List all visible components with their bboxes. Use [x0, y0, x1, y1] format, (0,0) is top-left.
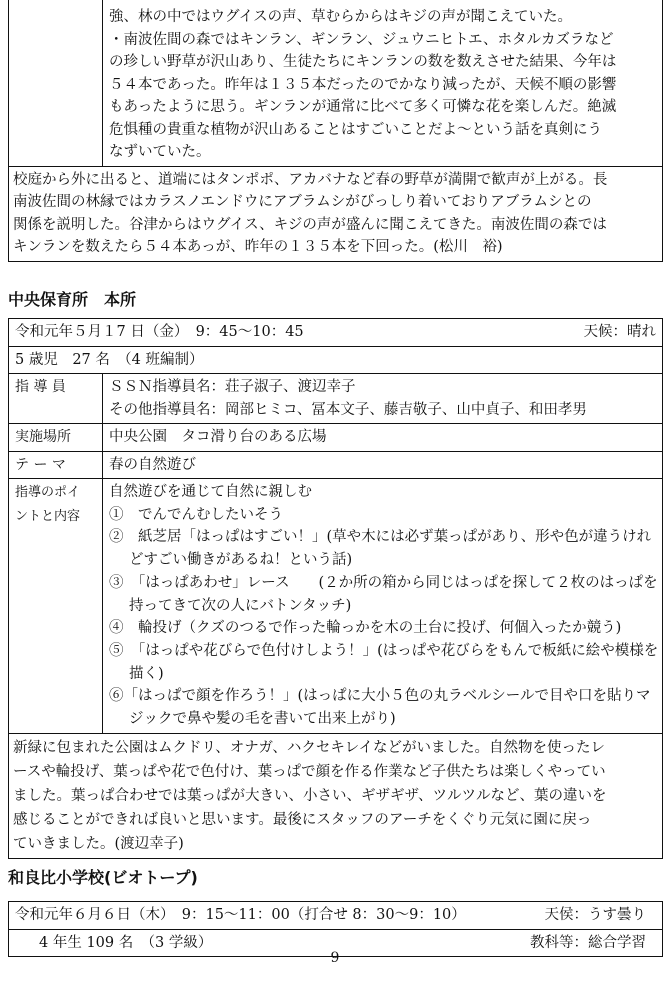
- nursery-summary-cell: [9, 733, 663, 858]
- points-row: [9, 479, 663, 734]
- summary-row: [9, 166, 663, 261]
- points-item: ⑥「はっぱで顔を作ろう！」(はっぱに大小５色の丸ラベルシールで目や口を貼りマジックで鼻や髪の毛を書いて出来上がり): [109, 688, 651, 728]
- nursery-report-table: [8, 318, 663, 859]
- section-heading: 和良比小学校(ビオトープ): [8, 868, 198, 887]
- detail-line: 強、林の中ではウグイスの声、草むらからはキジの声が聞こえていた。: [109, 9, 572, 25]
- school-report-table: [8, 901, 663, 957]
- school-date-cell: [9, 902, 663, 930]
- school-date-time: 令和元年６月６日（木） 9：15～11：00（打合せ 8：30～9：10）: [15, 907, 466, 923]
- participants-row: [9, 346, 663, 374]
- detail-row: [9, 0, 663, 166]
- date-time: 令和元年５月１7 日（金） 9：45～10：45: [15, 324, 304, 340]
- page-number: 9: [330, 950, 340, 966]
- summary-line: 関係を説明した。谷津からはウグイス、キジの声が盛んに聞こえてきた。南波佐間の森では: [13, 216, 607, 233]
- summary-line: ースや輪投げ、葉っぱや花で色付け、葉っぱで顔を作る作業など子供たちは楽しくやってい: [13, 763, 606, 780]
- points-item: ④ 輪投げ（クズのつるで作った輪っかを木の土台に投げ、何個入ったか競う): [109, 620, 622, 637]
- school-date-row: [9, 902, 663, 930]
- nursery-summary-row: [9, 733, 663, 858]
- instructor-line: ＳＳＮ指導員名：荘子淑子、渡辺幸子: [109, 379, 356, 395]
- date-cell: [9, 319, 663, 347]
- points-label-line: ントと内容: [15, 509, 81, 524]
- points-label-line: 指導のポイ: [15, 485, 81, 500]
- school-weather: 天侯：うす曇り: [544, 907, 646, 923]
- place-cell: 中央公園 タコ滑り台のある広場: [103, 424, 663, 452]
- summary-line: キンランを数えたら５４本あっが、昨年の１３５本を下回った。(松川 裕): [13, 239, 503, 255]
- detail-text-cell: [103, 0, 663, 166]
- summary-line: 新緑に包まれた公園はムクドリ、オナガ、ハクセキレイなどがいました。自然物を使ったレ: [13, 739, 606, 756]
- instructor-line: その他指導員名：岡部ヒミコ、冨本文子、藤吉敬子、山中貞子、和田孝男: [109, 401, 587, 418]
- summary-line: 南波佐間の林縁ではカラスノエンドウにアブラムシがびっしり着いておりアブラムシとの: [13, 194, 592, 210]
- points-cell: [103, 479, 663, 734]
- summary-cell: [9, 166, 663, 261]
- detail-line: 危惧種の貴重な植物が沢山あることはすごいことだよ～という話を真剣にう: [109, 121, 602, 138]
- points-intro: 自然遊びを通じて自然に親しむ: [109, 484, 312, 500]
- detail-line: なずいていた。: [109, 144, 211, 160]
- points-item: ① でんでんむしたいそう: [109, 506, 283, 523]
- detail-line: ５４本であった。昨年は１３５本だったのでかなり減ったが、天候不順の影響: [109, 76, 617, 93]
- points-item: ② 紙芝居「はっぱはすごい！」(草や木には必ず葉っぱがあり、形や色が違うけれどすごい働きがあるね！という話): [109, 529, 652, 569]
- place-row: [9, 424, 663, 452]
- theme-row: [9, 451, 663, 479]
- points-item: ⑤ 「はっぱや花びらで色付けしよう！」(はっぱや花びらをもんで板紙に絵や模様を描く): [109, 642, 659, 682]
- summary-line: 感じることができれば良いと思います。最後にスタッフのアーチをくぐり元気に園に戻っ: [13, 811, 592, 828]
- school-participants: 4 年生 109 名 （3 学級）: [39, 934, 213, 951]
- points-label: [9, 479, 103, 734]
- place-label: 実施場所: [9, 424, 103, 452]
- detail-line: の珍しい野草が沢山あり、生徒たちにキンランの数を数えさせた結果、今年は: [109, 54, 617, 70]
- instructor-label: 指 導 員: [9, 374, 103, 424]
- summary-line: 校庭から外に出ると、道端にはタンポポ、アカバナなど春の野草が満開で歓声が上がる。長: [13, 171, 608, 188]
- summary-line: ました。葉っぱ合わせでは葉っぱが大きい、小さい、ギザギザ、ツルツルなど、葉の違いを: [13, 787, 607, 804]
- theme-label: テ ー マ: [9, 451, 103, 479]
- section-heading: 中央保育所 本所: [8, 290, 137, 309]
- instructor-cell: [103, 374, 663, 424]
- date-row: [9, 319, 663, 347]
- top-report-table: [8, 0, 663, 262]
- theme-cell: 春の自然遊び: [103, 451, 663, 479]
- instructor-row: [9, 374, 663, 424]
- detail-line: もあったように思う。ギンランが通常に比べて多く可憐な花を楽しんだ。絶滅: [109, 99, 617, 115]
- school-subject: 教科等：総合学習: [530, 934, 646, 951]
- detail-line: ・南波佐間の森ではキンラン、ギンラン、ジュウニヒトエ、ホタルカズラなど: [109, 31, 614, 48]
- points-item: ③ 「はっぱあわせ」レース (２か所の箱から同じはっぱを探して２枚のはっぱを持ってきて次の人にバトンタッチ): [109, 574, 658, 614]
- detail-label-cell: [9, 0, 103, 166]
- weather: 天候：晴れ: [583, 324, 656, 340]
- participants-cell: 5 歳児 27 名 （4 班編制）: [9, 346, 663, 374]
- summary-line: ていきました。(渡辺幸子): [13, 835, 184, 852]
